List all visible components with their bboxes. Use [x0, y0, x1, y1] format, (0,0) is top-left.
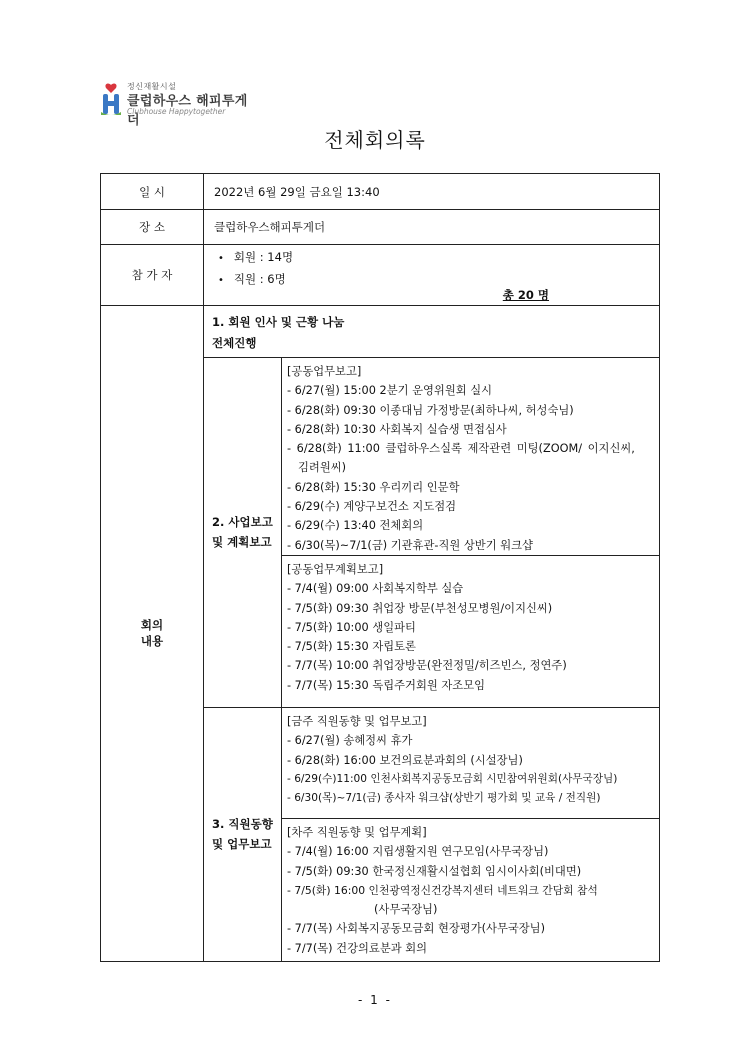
date-label: 일 시	[101, 174, 204, 210]
list-item: - 6/28(화) 10:30 사회복지 실습생 면접심사	[287, 422, 507, 436]
list-item: - 6/28(화) 11:00 클럽하우스실록 제작관련 미팅(ZOOM/ 이지신씨,	[287, 442, 635, 456]
page-title: 전체회의록	[324, 128, 426, 152]
page-number: - 1 -	[358, 993, 392, 1007]
section2-report-box	[282, 358, 660, 556]
list-item: - 6/29(수)11:00 인천사회복지공동모금회 시민참여위원회(사무국장님)	[287, 772, 618, 785]
logo-english-name: Clubhouse Happytogether	[127, 107, 226, 116]
content-label-line1: 회의	[140, 618, 164, 633]
list-item: - 6/29(수) 13:40 전체회의	[287, 519, 424, 533]
list-item: - 6/28(화) 15:30 우리끼리 인문학	[287, 480, 460, 494]
list-item: - 7/7(목) 사회복지공동모금회 현장평가(사무국장님)	[287, 922, 546, 936]
minutes-table	[100, 173, 660, 962]
section1-cell	[204, 306, 660, 358]
place-value: 클럽하우스해피투게더	[204, 210, 660, 245]
list-item: - 6/30(목)~7/1(금) 기관휴관-직원 상반기 워크샵	[287, 538, 533, 552]
list-item: - 7/7(목) 10:00 취업장방문(완전정밀/히즈빈스, 정연주)	[287, 659, 567, 673]
list-item: - 6/28(화) 09:30 이종대님 가정방문(최하나씨, 허성숙님)	[287, 403, 574, 417]
organization-logo	[100, 80, 260, 128]
attendees-label: 참 가 자	[101, 245, 204, 306]
logo-name: 클럽하우스 해피투게더	[127, 94, 248, 128]
section2-label-line2: 및 계획보고	[212, 535, 272, 550]
list-item: - 6/27(월) 15:00 2분기 운영위원회 실시	[287, 384, 493, 398]
logo-h-icon	[100, 82, 122, 116]
section2-plan-box	[282, 555, 660, 707]
section2-label-line1: 2. 사업보고	[212, 515, 273, 530]
list-item: - 7/7(목) 15:30 독립주거회원 자조모임	[287, 678, 486, 692]
list-item: - 7/5(화) 09:30 취업장 방문(부천성모병원/이지신씨)	[287, 601, 553, 615]
list-item: - 6/30(목)~7/1(금) 종사자 워크샵(상반기 평가회 및 교육 / 전직원)	[287, 792, 601, 805]
list-item: - 7/7(목) 건강의료분과 회의	[287, 941, 428, 955]
list-item-continuation: (사무국장님)	[374, 903, 438, 917]
attendees-total: 총 20 명	[502, 288, 550, 302]
attendees-cell	[204, 245, 660, 306]
date-value: 2022년 6월 29일 금요일 13:40	[204, 174, 660, 210]
list-item: - 7/4(월) 09:00 사회복지학부 실습	[287, 582, 464, 596]
list-item: - 6/29(수) 계양구보건소 지도점검	[287, 500, 457, 514]
attendee-staff: • 직원 : 6명	[218, 269, 659, 291]
list-item: - 7/4(월) 16:00 지립생활지원 연구모임(사무국장님)	[287, 845, 549, 859]
list-item: - 6/28(화) 16:00 보건의료분과회의 (시설장님)	[287, 753, 523, 767]
section3-label-line1: 3. 직원동향	[212, 817, 273, 832]
list-item: - 7/5(화) 10:00 생일파티	[287, 620, 416, 634]
list-item: - 6/27(월) 송혜정씨 휴가	[287, 734, 413, 748]
list-item: - 7/5(화) 09:30 한국정신재활시설협회 임시이사회(비대면)	[287, 864, 582, 878]
section2-plan-header: [공동업무계획보고]	[287, 562, 384, 576]
section2-label	[204, 358, 282, 708]
section3-plan-box	[282, 818, 660, 961]
section3-label-line2: 및 업무보고	[212, 837, 272, 852]
list-item: - 7/5(화) 16:00 인천광역정신건강복지센터 네트워크 간담회 참석	[287, 883, 598, 897]
section3-plan-header: [차주 직원동향 및 업무계획]	[287, 825, 427, 839]
section3-report-header: [금주 직원동향 및 업무보고]	[287, 714, 427, 728]
section3-label	[204, 707, 282, 961]
section1-title: 1. 회원 인사 및 근황 나눔	[212, 315, 345, 329]
content-label	[101, 306, 204, 962]
section1-sub: 전체진행	[212, 336, 257, 350]
list-item: - 7/5(화) 15:30 자립토론	[287, 640, 416, 654]
list-item-continuation: 김려원씨)	[298, 461, 347, 475]
place-label: 장 소	[101, 210, 204, 245]
section3-report-box	[282, 707, 660, 818]
section2-report-header: [공동업무보고]	[287, 365, 362, 378]
content-label-line2: 내용	[140, 634, 164, 649]
logo-small-text: 정신재활시설	[127, 82, 177, 91]
attendee-members: • 회원 : 14명	[218, 247, 659, 269]
